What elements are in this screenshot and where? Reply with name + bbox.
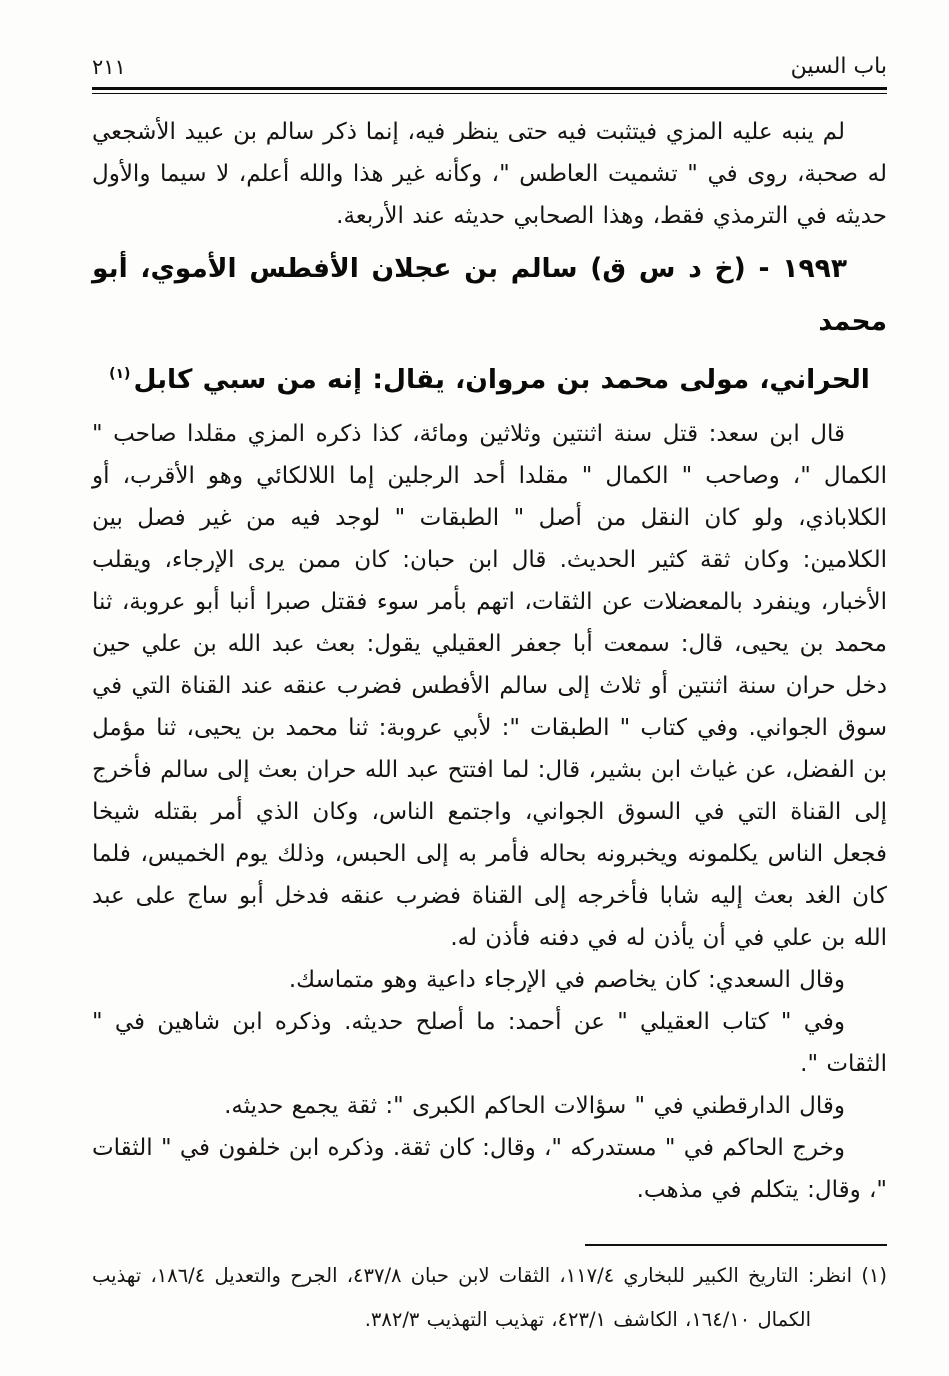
footnote-area <box>92 1244 887 1342</box>
footnote-text: انظر: التاريخ الكبير للبخاري ١١٧/٤، الثقات لابن حبان ٤٣٧/٨، الجرح والتعديل ١٨٦/٤، تهذيب الكمال ١٦٤/١٠، الكاشف ٤٢٣/١، تهذيب التهذيب ٣٨٢/٣. <box>92 1264 853 1331</box>
running-head <box>92 52 887 82</box>
body-paragraph: وخرج الحاكم في " مستدركه "، وقال: كان ثقة. وذكره ابن خلفون في " الثقات "، وقال: يتكلم في مذهب. <box>92 1135 887 1203</box>
page-number: ٢١١ <box>92 55 126 79</box>
header-rule-thin <box>92 93 887 94</box>
entry-heading-line2 <box>92 348 887 406</box>
chapter-title: باب السين <box>790 54 887 79</box>
entry-heading-line2-text: الحراني، مولى محمد بن مروان، يقال: إنه من سبي كابل <box>133 364 870 395</box>
footnote <box>92 1254 887 1342</box>
footnote-reference-marker: (١) <box>109 366 131 382</box>
entry-heading-line1: ١٩٩٣ - (خ د س ق) سالم بن عجلان الأفطس الأموي، أبو محمد <box>92 253 887 337</box>
page-body <box>92 111 887 1211</box>
intro-paragraph: لم ينبه عليه المزي فيتثبت فيه حتى ينظر فيه، إنما ذكر سالم بن عبيد الأشجعي له صحبة، روى في " تشميت العاطس "، وكأنه غير هذا والله أعلم، لا سيما والأول حديثه في الترمذي فقط، وهذا الصحابي حديثه عند الأربعة. <box>92 119 887 229</box>
footnote-separator <box>585 1244 887 1246</box>
entry-heading <box>92 242 887 406</box>
body-paragraph: وفي " كتاب العقيلي " عن أحمد: ما أصلح حديثه. وذكره ابن شاهين في " الثقات ". <box>92 1009 887 1077</box>
body-paragraph: وقال السعدي: كان يخاصم في الإرجاء داعية وهو متماسك. <box>288 967 845 993</box>
body-paragraph: قال ابن سعد: قتل سنة اثنتين وثلاثين ومائة، كذا ذكره المزي مقلدا صاحب " الكمال "، وصاحب " الكمال " مقلدا أحد الرجلين إما اللالكائي وهو الأقرب، أو الكلاباذي، ولو كان النقل من أصل " الطبقات " لوجد فيه من غير فصل بين الكلامين: وكان ثقة كثير الحديث. قال ابن حبان: كان ممن يرى الإرجاء، ويقلب الأخبار، وينفرد بالمعضلات عن الثقات، اتهم بأمر سوء فقتل صبرا أنبا أبو عروبة، ثنا محمد بن يحيى، قال: سمعت أبا جعفر العقيلي يقول: بعث عبد الله بن علي حين دخل حران سنة اثنتين أو ثلاث إلى سالم الأفطس فضرب عنقه عند القناة التي في سوق الجواني. وفي كتاب " الطبقات ": لأبي عروبة: ثنا محمد بن يحيى، ثنا مؤمل بن الفضل، عن غياث ابن بشير، قال: لما افتتح عبد الله حران بعث إلى سالم فأخرج إلى القناة التي في السوق الجواني، واجتمع الناس، وكان الذي أمر بقتله شيخا فجعل الناس يكلمونه ويخبرونه بحاله فأمر به إلى الحبس، وذلك يوم الخميس، فلما كان الغد بعث إليه شابا فأخرجه إلى القناة فضرب عنقه فدخل أبو ساج على عبد الله بن علي في أن يأذن له في دفنه فأذن له. <box>92 421 887 951</box>
footnote-marker: (١) <box>861 1264 888 1287</box>
body-paragraph: وقال الدارقطني في " سؤالات الحاكم الكبرى ": ثقة يجمع حديثه. <box>224 1093 845 1119</box>
header-rule-thick <box>92 87 887 90</box>
